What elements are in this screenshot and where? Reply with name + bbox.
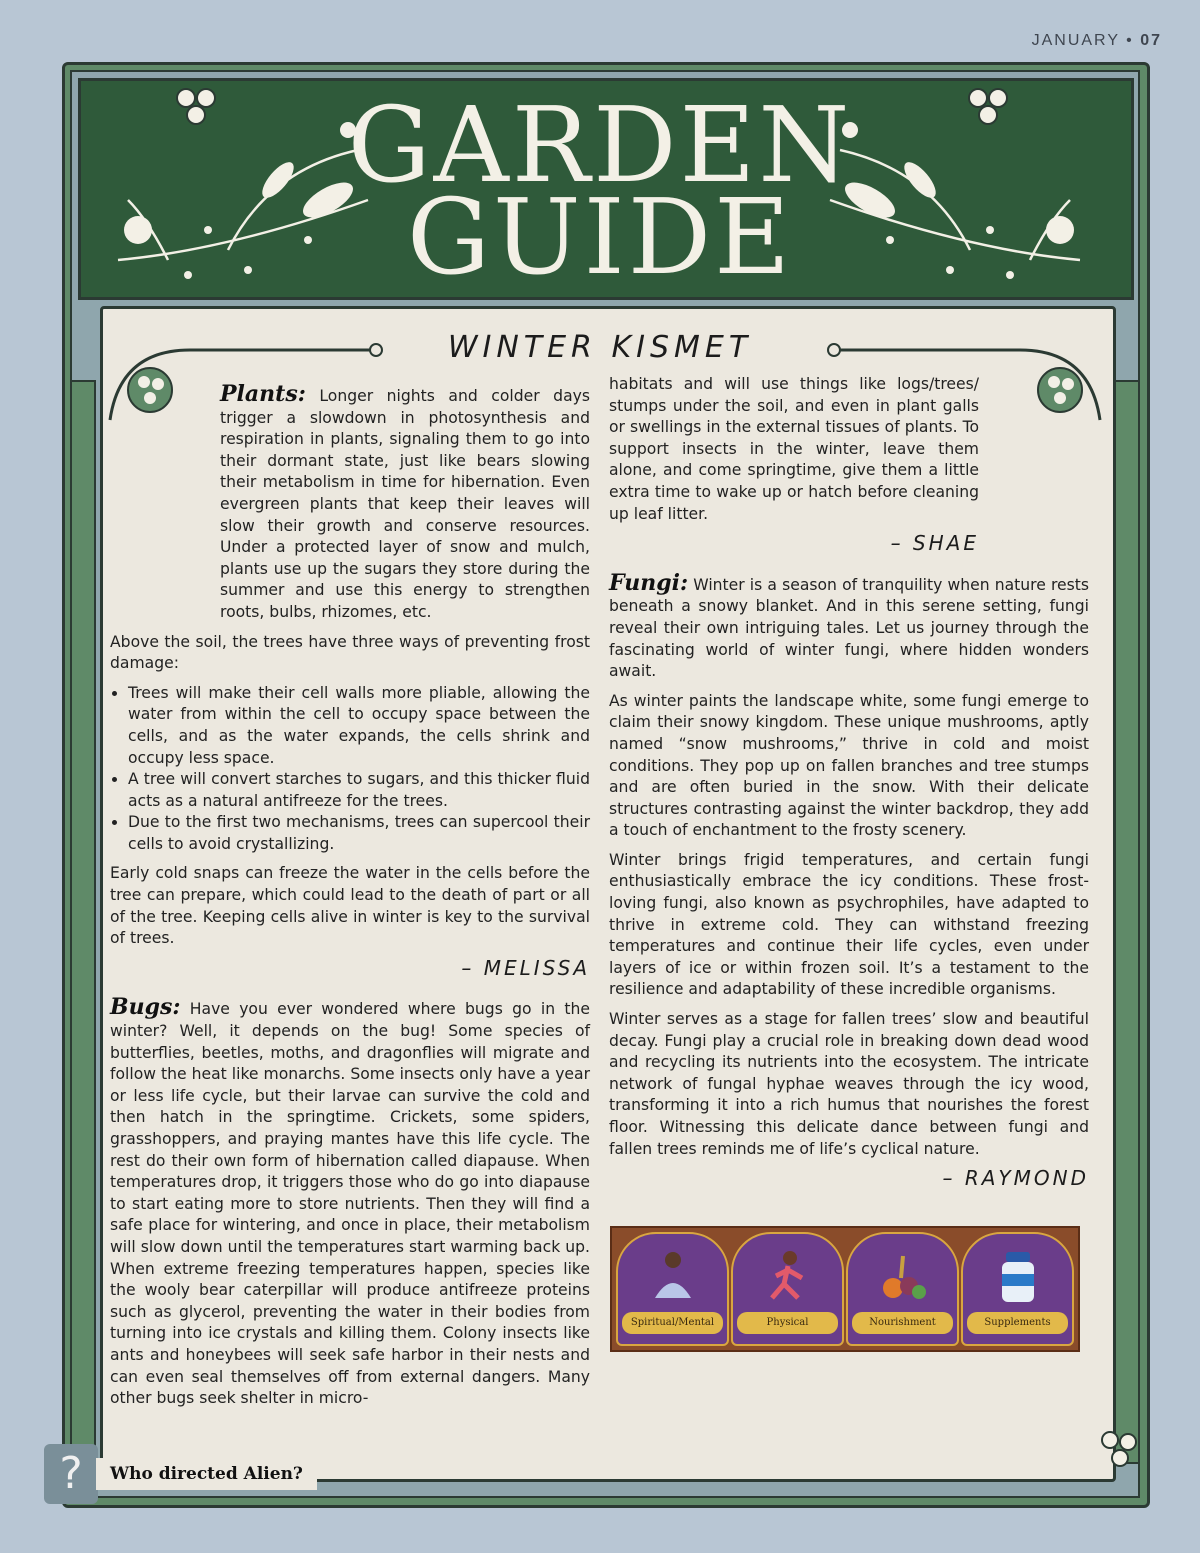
- left-column: [110, 381, 590, 1418]
- folio-month: JANUARY: [1031, 32, 1120, 49]
- right-vine-band: [1114, 380, 1140, 1464]
- bugs-lead: Bugs:: [110, 994, 181, 1021]
- panel-label: Physical: [737, 1312, 838, 1334]
- list-item: • Trees will make their cell walls more pliable, allowing the water from within the cell to occupy space between the cells, and as the water expands, the cells shrink and occupy less space.: [128, 683, 590, 769]
- bugs-paragraph: [110, 994, 590, 1409]
- page-folio: JANUARY • 07: [1031, 32, 1162, 49]
- runner-icon: [758, 1248, 818, 1308]
- question-mark-icon: ?: [44, 1444, 98, 1504]
- list-item: • A tree will convert starches to sugars, and this thicker fluid acts as a natural antifreeze for the trees.: [128, 769, 590, 812]
- right-column: [609, 374, 1089, 1208]
- author-signature-melissa: – MELISSA: [461, 955, 590, 980]
- bugs-continued-paragraph: habitats and will use things like logs/trees/ stumps under the soil, and even in plant galls or swellings in the external tissues of plants. To support insects in the winter, leave them alone, and come springtime, give them a little extra time to wake up or hatch before cleaning up leaf litter.: [609, 375, 979, 523]
- list-item: • Due to the first two mechanisms, trees can supercool their cells to avoid crystallizing.: [128, 812, 590, 855]
- wellness-image-strip: [610, 1226, 1080, 1352]
- panel-label: Spiritual/Mental: [622, 1312, 723, 1334]
- meditating-person-icon: [643, 1248, 703, 1308]
- plants-lead: Plants:: [220, 381, 306, 407]
- fungi-paragraph-1: [609, 569, 1089, 683]
- title-line-2: GUIDE: [406, 176, 794, 298]
- fungi-paragraph-4: Winter serves as a stage for fallen trees’ slow and beautiful decay. Fungi play a crucial role in breaking down dead wood and recycling its nutrients into the ecosystem. The intricate network of fungal hyphae weaves through the icy wood, transforming it into a rich humus that nourishes the forest floor. Witnessing this delicate dance between fungi and fallen trees reminds me of life’s cyclical nature.: [609, 1010, 1089, 1158]
- folio-page-number: 07: [1140, 32, 1162, 49]
- trivia-question: [44, 1444, 317, 1504]
- panel-supplements: [961, 1232, 1074, 1346]
- plants-paragraph-2: Above the soil, the trees have three ways of preventing frost damage:: [110, 632, 590, 673]
- plants-paragraph-1: [110, 381, 590, 624]
- bugs-text: Have you ever wondered where bugs go in the winter? Well, it depends on the bug! Some species of butterflies, beetles, moths, and dragonflies will migrate and follow the heat like monarchs. Some insects only have a year or less life cycle, but their larvae can survive the cold and then hatch in the springtime. Crickets, some spiders, grasshoppers, and praying mantes have this life cycle. The rest do their own form of hibernation called diapause. When temperatures drop, it triggers those who do go into diapause to start eating more to store nutrients. Then they will find a safe place for wintering, and once in place, their metabolism will slow down until the temperatures start warming back up. When extreme freezing temperatures happen, species like the wooly bear caterpillar will produce antifreeze proteins such as glycerol, preventing the water in their bodies from turning into ice crystals and killing them. Colony insects like ants and honeybees will seek safe harbor in their nests and can even seal themselves off from external dangers. Many other bugs seek shelter in micro-: [110, 1000, 590, 1408]
- plants-text-1: Longer nights and colder days trigger a slowdown in photosynthesis and respiration in plants, signaling them to go into their dormant state, just like bears slowing their metabolism in time for hibernation. Even evergreen plants that keep their leaves will slow their growth and conserve resources. Under a protected layer of snow and mulch, plants use up the sugars they store during the summer and use this energy to strengthen roots, bulbs, rhizomes, etc.: [220, 387, 590, 621]
- bottom-swirl-right-icon: [1080, 1420, 1150, 1480]
- frost-bullet-list: [110, 683, 590, 856]
- supplement-bottle-icon: [988, 1248, 1048, 1308]
- fungi-lead: Fungi:: [609, 569, 689, 596]
- author-signature-shae: – SHAE: [890, 531, 979, 556]
- author-signature-raymond: – RAYMOND: [942, 1166, 1089, 1191]
- fungi-text-1: Winter is a season of tranquility when nature rests beneath a snowy blanket. And in this serene setting, fungi reveal their own intriguing tales. Let us journey through the fascinating world of winter fungi, where hidden wonders await.: [609, 575, 1089, 681]
- fungi-paragraph-3: Winter brings frigid temperatures, and certain fungi enthusiastically embrace the icy conditions. These frost-loving fungi, also known as psychrophiles, have adapted to thrive in extreme cold. They can withstand freezing temperatures and continue their life cycles, even under layers of ice or within frozen soil. It’s a testament to the resilience and adaptability of these incredible organisms.: [609, 850, 1089, 999]
- plants-paragraph-3: Early cold snaps can freeze the water in the cells before the tree can prepare, which could lead to the death of part or all of the tree. Keeping cells alive in winter is key to the survival of trees.: [110, 864, 590, 948]
- panel-label: Supplements: [967, 1312, 1068, 1334]
- panel-nourishment: [846, 1232, 959, 1346]
- title-line-1: GARDEN: [347, 84, 853, 206]
- fungi-paragraph-2: As winter paints the landscape white, some fungi emerge to claim their snowy kingdom. These unique mushrooms, aptly named “snow mushrooms,” thrive in cold and moist conditions. They pop up on fallen branches and tree stumps and are often buried in the snow. With their delicate structures contrasting against the winter backdrop, they add a touch of enchantment to the frosty scenery.: [609, 691, 1089, 840]
- panel-physical: [731, 1232, 844, 1346]
- left-vine-band: [70, 380, 96, 1464]
- article-subhead: WINTER KISMET: [447, 330, 753, 365]
- panel-label: Nourishment: [852, 1312, 953, 1334]
- produce-basket-icon: [873, 1248, 933, 1308]
- trivia-question-text: Who directed Alien?: [96, 1458, 317, 1490]
- panel-spiritual: [616, 1232, 729, 1346]
